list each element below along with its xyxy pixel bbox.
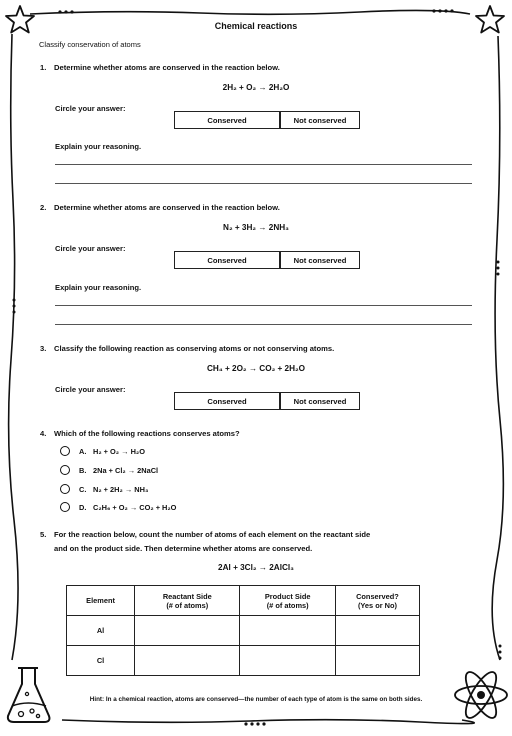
q2-circle-label: Circle your answer: <box>55 244 126 253</box>
table-header-element: Element <box>67 586 135 616</box>
q3-conserved-button[interactable]: Conserved <box>174 392 280 410</box>
q2-not-conserved-button[interactable]: Not conserved <box>280 251 360 269</box>
product-input-cell[interactable] <box>240 616 335 646</box>
question-1: 1. Determine whether atoms are conserved in the reaction below. <box>40 63 280 72</box>
q1-conserved-button[interactable]: Conserved <box>174 111 280 129</box>
radio-circle-icon[interactable] <box>60 502 70 512</box>
element-cell: Al <box>67 616 135 646</box>
table-header-product: Product Side (# of atoms) <box>240 586 335 616</box>
element-cell: Cl <box>67 646 135 676</box>
table-header-conserved: Conserved? (Yes or No) <box>335 586 419 616</box>
q4-option-b[interactable]: B. 2Na + Cl₂ → 2NaCl <box>60 465 158 475</box>
q5-equation: 2Al + 3Cl₂ → 2AlCl₃ <box>218 563 294 572</box>
table-row <box>67 616 420 646</box>
question-5: 5. For the reaction below, count the number of atoms of each element on the reactant side <box>40 530 371 539</box>
q3-circle-label: Circle your answer: <box>55 385 126 394</box>
star-icon <box>4 4 36 36</box>
q2-conserved-button[interactable]: Conserved <box>174 251 280 269</box>
radio-circle-icon[interactable] <box>60 465 70 475</box>
q1-not-conserved-button[interactable]: Not conserved <box>280 111 360 129</box>
reactant-input-cell[interactable] <box>135 616 240 646</box>
q1-circle-label: Circle your answer: <box>55 104 126 113</box>
table-header-reactant: Reactant Side (# of atoms) <box>135 586 240 616</box>
q3-equation: CH₄ + 2O₂ → CO₂ + 2H₂O <box>206 364 306 373</box>
product-input-cell[interactable] <box>240 646 335 676</box>
q1-answer-line-2[interactable] <box>55 183 472 184</box>
q4-option-a[interactable]: A. H₂ + O₂ → H₂O <box>60 446 145 456</box>
q2-explain-label: Explain your reasoning. <box>55 283 142 292</box>
hint-text: Hint: In a chemical reaction, atoms are conserved—the number of each type of atom is the same on both sides. <box>89 696 423 703</box>
question-4: 4. Which of the following reactions conserves atoms? <box>40 429 240 438</box>
conserved-input-cell[interactable] <box>335 616 419 646</box>
question-3: 3. Classify the following reaction as conserving atoms or not conserving atoms. <box>40 344 335 353</box>
conserved-input-cell[interactable] <box>335 646 419 676</box>
q1-answer-line-1[interactable] <box>55 164 472 165</box>
page-title: Chemical reactions <box>214 21 298 31</box>
flask-icon <box>4 664 54 726</box>
radio-circle-icon[interactable] <box>60 484 70 494</box>
q2-equation: N₂ + 3H₂ → 2NH₃ <box>223 223 289 232</box>
atom-count-table <box>66 585 420 676</box>
atom-icon <box>452 664 510 726</box>
q4-option-d[interactable]: D. C₂H₆ + O₂ → CO₂ + H₂O <box>60 502 176 512</box>
question-2: 2. Determine whether atoms are conserved in the reaction below. <box>40 203 280 212</box>
q4-option-c[interactable]: C. N₂ + 2H₂ → NH₃ <box>60 484 148 494</box>
star-icon <box>474 4 506 36</box>
q2-answer-line-1[interactable] <box>55 305 472 306</box>
table-row <box>67 646 420 676</box>
reactant-input-cell[interactable] <box>135 646 240 676</box>
q1-explain-label: Explain your reasoning. <box>55 142 142 151</box>
q3-not-conserved-button[interactable]: Not conserved <box>280 392 360 410</box>
q2-answer-line-2[interactable] <box>55 324 472 325</box>
question-5-line-2: and on the product side. Then determine whether atoms are conserved. <box>54 544 313 553</box>
q1-equation: 2H₂ + O₂ → 2H₂O <box>222 83 290 92</box>
radio-circle-icon[interactable] <box>60 446 70 456</box>
page-subtitle: Classify conservation of atoms <box>39 40 141 49</box>
